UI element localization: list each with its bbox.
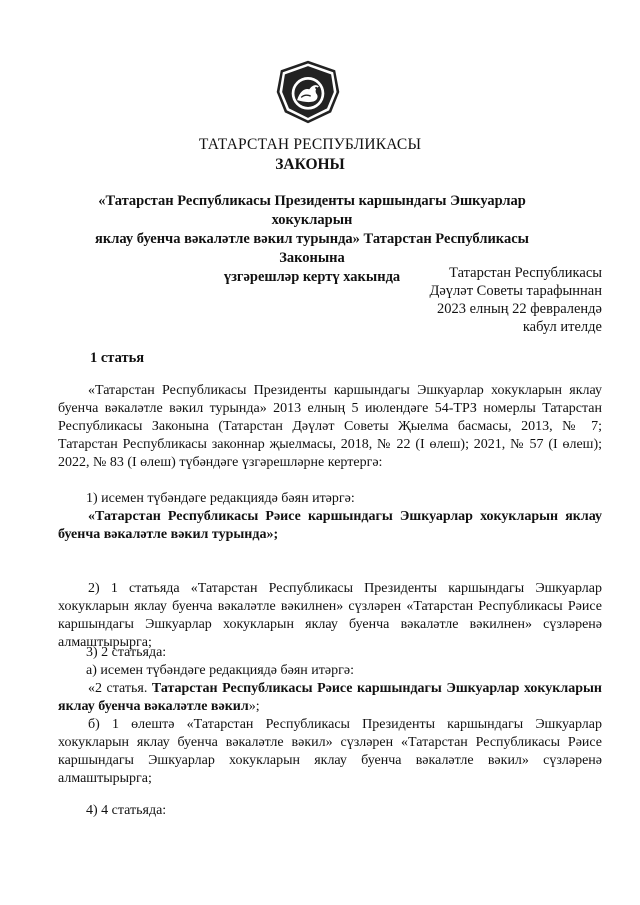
- item-3a-prefix: «2 статья.: [88, 681, 152, 696]
- adoption-note: [429, 264, 602, 336]
- item-4-lead: 4) 4 статьяда:: [86, 803, 167, 818]
- law-heading: ЗАКОНЫ: [275, 156, 345, 173]
- adoption-line: Татарстан Республикасы: [449, 265, 602, 281]
- item-3b-text: б) 1 өлештә «Татарстан Республикасы Президенты каршындагы Эшкуарлар хокукларын яклау буенча вәкаләтле вәкил» сүзләрен «Татарстан Республикасы Рәисе каршындагы Эшкуарлар хокукларын яклау буенча вәкаләтле вәкил» сүзләренә алмаштырырга;: [58, 717, 602, 786]
- tatarstan-emblem-icon: [274, 58, 342, 126]
- item-3a-bold: Татарстан Республикасы Рәисе каршындагы Эшкуарлар хокукларын яклау буенча вәкаләтле вәкил: [58, 681, 602, 714]
- item-3a-suffix: »;: [248, 699, 260, 714]
- adoption-line: 2023 елның 22 февралендә: [436, 301, 602, 317]
- item-2-text: 2) 1 статьяда «Татарстан Республикасы Президенты каршындагы Эшкуарлар хокукларын яклау буенча вәкаләтле вәкилнен» сүзләрен «Татарстан Республикасы Рәисе каршындагы Эшкуарлар хокукларын яклау буенча вәкаләтле вәкилнен» сүзләренә алмаштырырга;: [58, 581, 602, 650]
- adoption-line: кабул ителде: [522, 319, 602, 335]
- republic-heading: ТАТАРСТАН РЕСПУБЛИКАСЫ: [198, 136, 422, 153]
- article-heading: 1 статья: [90, 350, 145, 366]
- item-3a-lead: а) исемен түбәндәге редакциядә бәян итәргә:: [86, 663, 354, 678]
- intro-paragraph: «Татарстан Республикасы Президенты каршындагы Эшкуарлар хокукларын яклау буенча вәкаләтле вәкил турында» 2013 елның 5 июлендәге 54-ТРЗ номерлы Татарстан Республикасы Законына (Татарстан Дәүләт Советы Җыелма басмасы, 2013, № 7; Татарстан Республикасы законнар җыелмасы, 2018, № 22 (I өлеш); 2021, № 57 (I өлеш); 2022, № 83 (I өлеш) түбәндәге үзгәрешләрне кертергә:: [58, 383, 602, 470]
- title-line: «Татарстан Республикасы Президенты каршындагы Эшкуарлар хокукларын: [98, 193, 526, 228]
- title-line: яклау буенча вәкаләтле вәкил турында» Татарстан Республикасы Законына: [95, 231, 529, 266]
- item-3a-text: [58, 680, 602, 716]
- adoption-line: Дәүләт Советы тарафыннан: [429, 283, 602, 299]
- item-3-lead: 3) 2 статьяда:: [86, 645, 167, 660]
- title-line: үзгәрешләр кертү хакында: [223, 269, 401, 285]
- item-1-text: «Татарстан Республикасы Рәисе каршындагы Эшкуарлар хокукларын яклау буенча вәкаләтле вәкил турында»;: [58, 509, 602, 542]
- item-1-lead: 1) исемен түбәндәге редакциядә бәян итәргә:: [86, 491, 355, 506]
- article-intro: [58, 382, 602, 472]
